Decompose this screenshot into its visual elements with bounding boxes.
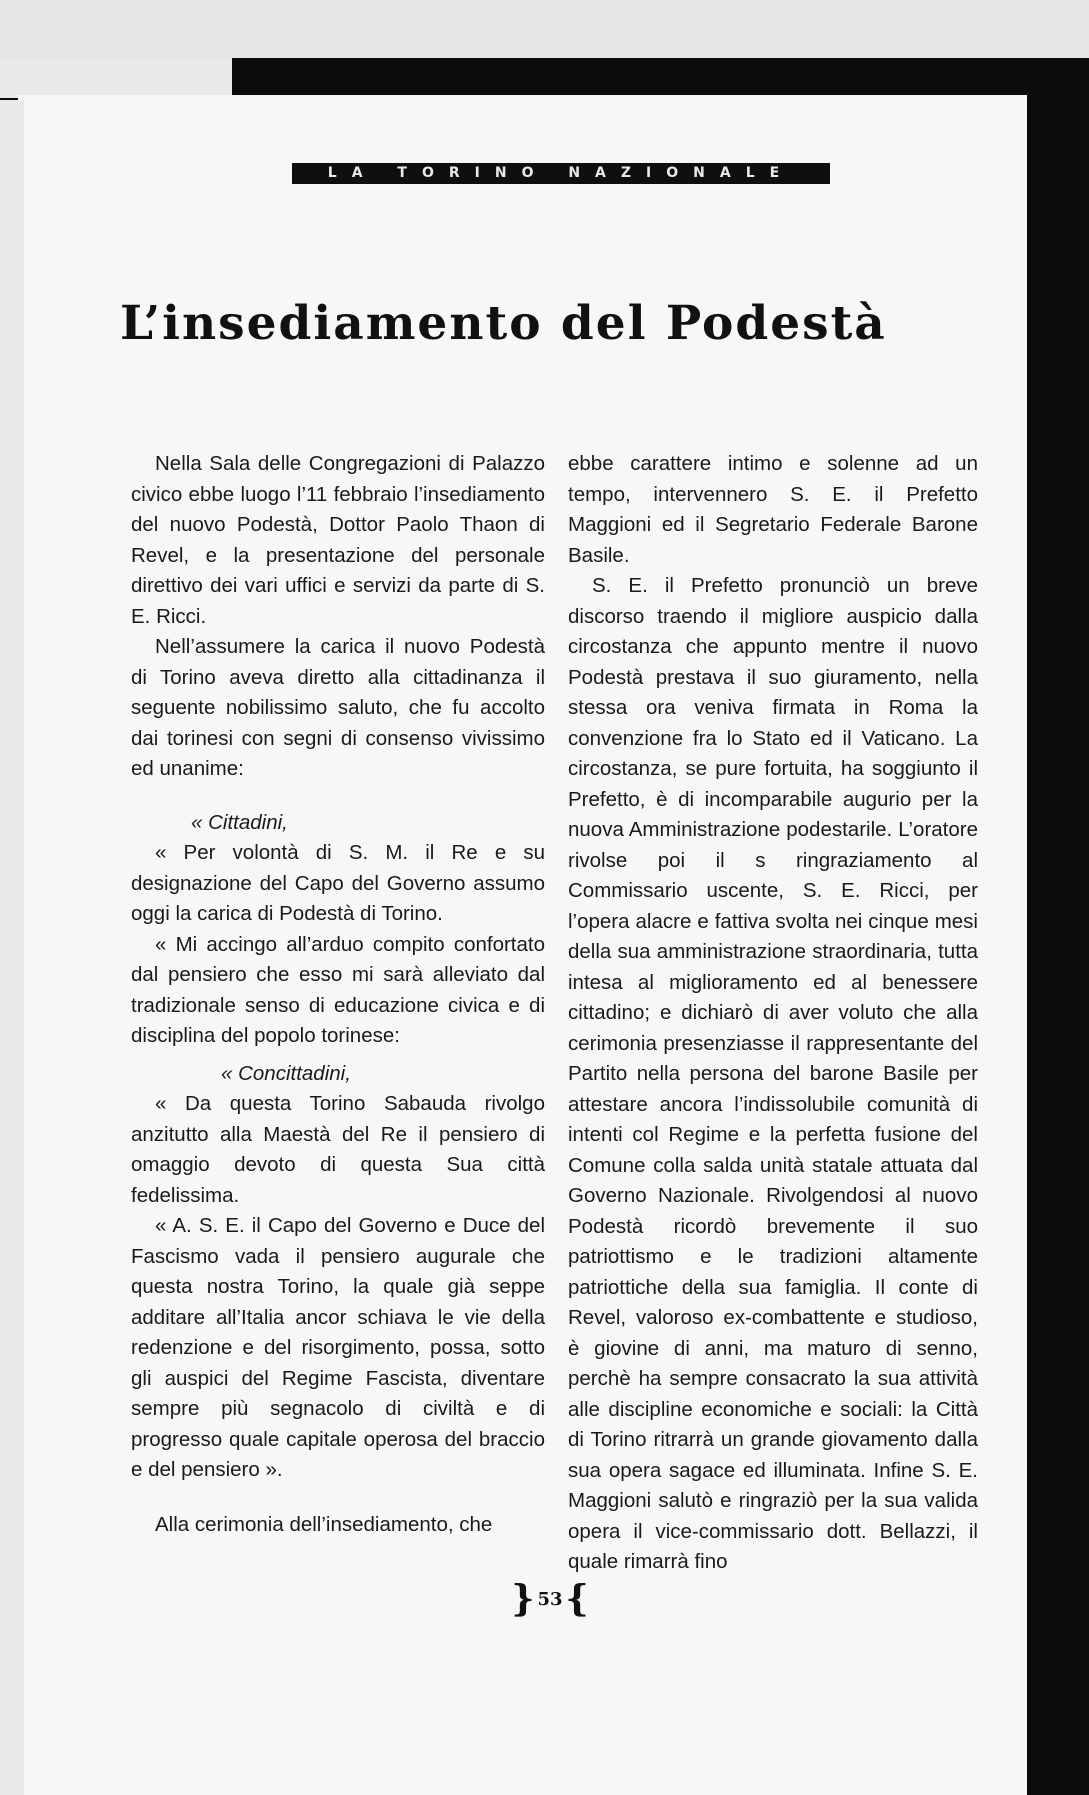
paragraph: Nella Sala delle Congregazioni di Palazzo civico ebbe luogo l’11 febbraio l’insediamento del nuovo Podestà, Dottor Paolo Thaon di Revel, e la presentazione del personale direttivo dei vari uffici e servizi da parte di S. E. Ricci. bbox=[131, 452, 545, 628]
article-title: L’insediamento del Podestà bbox=[120, 296, 887, 351]
page-number-folio bbox=[500, 1578, 600, 1620]
page-number: 53 bbox=[537, 1588, 563, 1610]
paragraph: Nell’assumere la carica il nuovo Podestà di Torino aveva diretto alla cittadinanza il seguente nobilissimo saluto, che fu accolto dai torinesi con segni di consenso vivissimo ed unanime: bbox=[131, 635, 545, 780]
scan-background-notch bbox=[0, 58, 232, 98]
running-header-strip: LA TORINO NAZIONALE bbox=[292, 163, 830, 184]
paragraph: S. E. il Prefetto pronunciò un breve discorso traendo il migliore auspicio dalla circostanza che appunto mentre il nuovo Podestà prestava il suo giuramento, nella stessa ora veniva firmata in Roma la convenzione fra lo Stato ed il Vaticano. La circostanza, se pure fortuita, ha soggiunto il Prefetto, è di incomparabile augurio per la nuova Amministrazione podestarile. L’oratore rivolse poi il s ringraziamento al Commissario uscente, S. E. Ricci, per l’opera alacre e fattiva svolta nei cinque mesi della sua amministrazione straordinaria, tutta intesa al miglioramento ed al benessere cittadino; e dichiarò di aver voluto che alla cerimonia presenziasse il rappresentante del Partito nella persona del barone Basile per attestare ancora l’indissolubile comunità di intenti col Regime e la perfetta fusione del Comune colla salda unità statale attuata dal Governo Nazionale. Rivolgendosi al nuovo Podestà ricordò brevemente il suo patriottismo e le tradizioni altamente patriottiche della sua famiglia. Il conte di Revel, valoroso ex-combattente e studioso, è giovine di anni, ma maturo di senno, perchè ha sempre consacrato la sua attività alle discipline economiche e sociali: la Città di Torino ritrarrà un grande giovamento dalla sua opera sagace ed illuminata. Infine S. E. Maggioni salutò e ringraziò per la sua valida opera il vice-commissario dott. Bellazzi, il quale rimarrà fino bbox=[568, 574, 978, 1573]
paragraph: « A. S. E. il Capo del Governo e Duce del Fascismo vada il pensiero augurale che questa nostra Torino, la quale già seppe additare all’Italia ancor schiava le vie della redenzione e del risorgimento, possa, sotto gli auspici del Regime Fascista, diventare sempre più segnacolo di civiltà e di progresso quale capitale operosa del braccio e del pensiero ». bbox=[131, 1214, 545, 1481]
page-left-margin bbox=[0, 100, 24, 1795]
scan-background bbox=[0, 0, 1089, 60]
folio-ornament-right: { bbox=[565, 1578, 589, 1620]
text-column-left bbox=[131, 449, 545, 1540]
paragraph: Alla cerimonia dell’insediamento, che bbox=[155, 1512, 493, 1536]
text-column-right bbox=[568, 449, 978, 1578]
paragraph: « Per volontà di S. M. il Re e su designazione del Capo del Governo assumo oggi la carica di Podestà di Torino. bbox=[131, 841, 545, 925]
salutation: « Concittadini, bbox=[221, 1061, 351, 1085]
salutation: « Cittadini, bbox=[191, 810, 288, 834]
folio-ornament-left: } bbox=[511, 1578, 535, 1620]
paragraph: « Mi accingo all’arduo compito confortato dal pensiero che esso mi sarà alleviato dal tradizionale senso di educazione civica e di disciplina del popolo torinese: bbox=[131, 932, 545, 1047]
paragraph: « Da questa Torino Sabauda rivolgo anzitutto alla Maestà del Re il pensiero di omaggio devoto di questa Sua città fedelissima. bbox=[131, 1092, 545, 1207]
paragraph: ebbe carattere intimo e solenne ad un tempo, intervennero S. E. il Prefetto Maggioni ed il Segretario Federale Barone Basile. bbox=[568, 452, 978, 567]
